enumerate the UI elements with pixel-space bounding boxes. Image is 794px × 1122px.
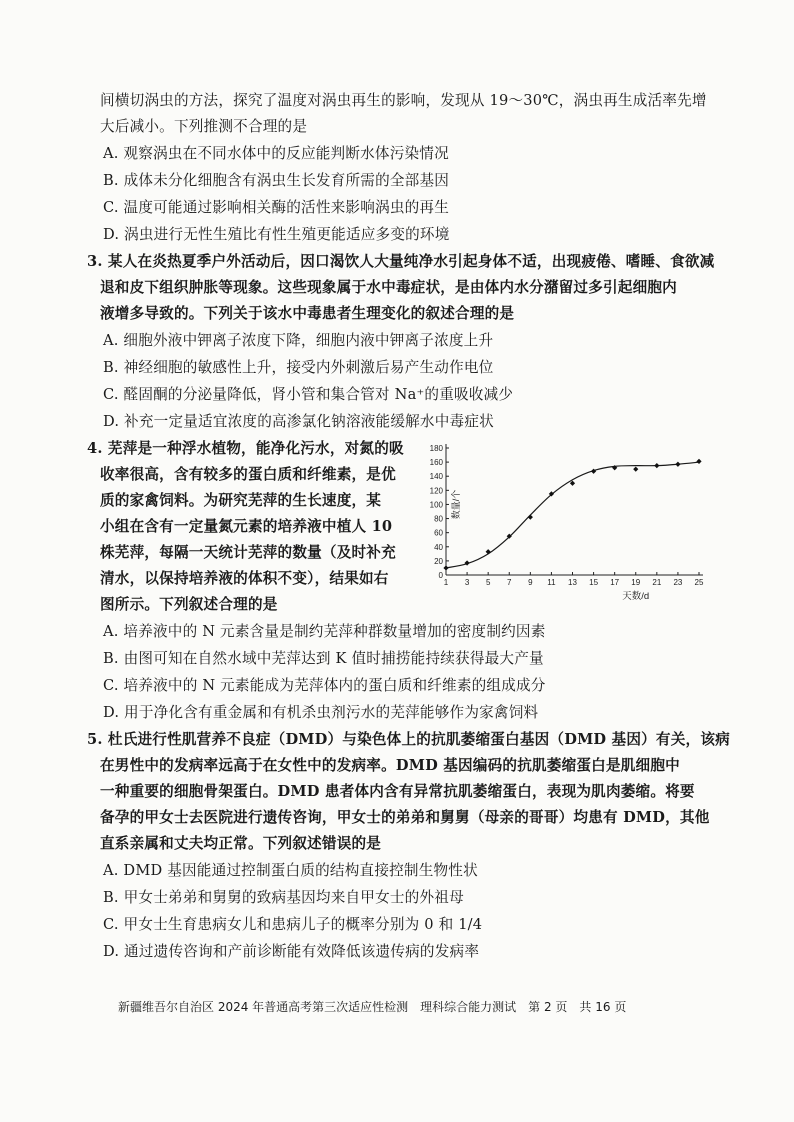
- q4-stem-line-5: 株芜萍，每隔一天统计芜萍的数量（及时补充: [100, 544, 396, 561]
- q3-option-b: B. 神经细胞的敏感性上升，接受内外刺激后易产生动作电位: [103, 359, 494, 376]
- y-tick-label: 40: [434, 542, 443, 552]
- x-tick-label: 15: [589, 578, 599, 587]
- q5-option-c: C. 甲女士生育患病女儿和患病儿子的概率分别为 0 和 1/4: [103, 916, 483, 933]
- q5-option-b: B. 甲女士弟弟和舅舅的致病基因均来自甲女士的外祖母: [103, 889, 464, 906]
- q5-stem-line-2: 在男性中的发病率远高于在女性中的发病率。DMD 基因编码的抗肌萎缩蛋白是肌细胞中: [100, 757, 680, 774]
- y-tick-label: 100: [429, 500, 443, 510]
- q5-stem-line-1: 5. 杜氏进行性肌营养不良症（DMD）与染色体上的抗肌萎缩蛋白基因（DMD 基因）有关，该病: [87, 731, 730, 748]
- data-point: [675, 462, 680, 467]
- q4-option-b: B. 由图可知在自然水域中芜萍达到 K 值时捕捞能持续获得最大产量: [103, 650, 544, 667]
- growth-curve: [446, 462, 699, 568]
- q3-stem-line-2: 退和皮下组织肿胀等现象。这些现象属于水中毒症状，是由体内水分潴留过多引起细胞内: [100, 279, 677, 296]
- chart-points-group: [443, 459, 701, 571]
- q4-stem-line-4: 小组在含有一定量氮元素的培养液中植人 10: [100, 518, 393, 535]
- q2-option-a: A. 观察涡虫在不同水体中的反应能判断水体污染情况: [103, 145, 449, 162]
- q2-option-d: D. 涡虫进行无性生殖比有性生殖更能适应多变的环境: [103, 226, 450, 243]
- y-tick-label: 0: [438, 571, 443, 580]
- q4-option-d: D. 用于净化含有重金属和有机杀虫剂污水的芜萍能够作为家禽饲料: [103, 704, 539, 721]
- q3-stem-line-3: 液增多导致的。下列关于该水中毒患者生理变化的叙述合理的是: [100, 305, 515, 322]
- data-point: [633, 467, 638, 472]
- x-tick-label: 5: [485, 578, 491, 587]
- y-tick-label: 180: [429, 444, 443, 453]
- y-tick-label: 20: [434, 556, 443, 566]
- x-tick-label: 19: [631, 578, 641, 587]
- q5-option-d: D. 通过遗传咨询和产前诊断能有效降低该遗传病的发病率: [103, 943, 480, 960]
- y-tick-label: 160: [429, 458, 443, 468]
- growth-chart: [418, 436, 718, 612]
- q4-stem-line-1: 4. 芜萍是一种浮水植物，能净化污水，对氮的吸: [87, 440, 404, 457]
- x-tick-label: 11: [547, 578, 556, 587]
- y-tick-label: 120: [429, 486, 443, 496]
- x-tick-label: 1: [443, 578, 449, 587]
- x-tick-label: 7: [507, 578, 512, 587]
- q4-stem-line-6: 清水，以保持培养液的体积不变），结果如右: [100, 570, 389, 587]
- q5-stem-line-3: 一种重要的细胞骨架蛋白。DMD 患者体内含有异常抗肌萎缩蛋白，表现为肌肉萎缩。将要: [100, 783, 695, 800]
- q4-stem-line-3: 质的家禽饲料。为研究芜萍的生长速度，某: [100, 492, 382, 509]
- x-tick-label: 3: [464, 578, 470, 587]
- q4-stem-line-2: 收率很高，含有较多的蛋白质和纤维素，是优: [100, 466, 396, 483]
- q4-option-c: C. 培养液中的 N 元素能成为芜萍体内的蛋白质和纤维素的组成成分: [103, 677, 546, 694]
- q5-stem-line-5: 直系亲属和丈夫均正常。下列叙述错误的是: [100, 835, 382, 852]
- x-tick-label: 9: [528, 578, 533, 587]
- x-axis-label: 天数/d: [622, 591, 650, 602]
- q3-option-a: A. 细胞外液中钾离子浓度下降，细胞内液中钾离子浓度上升: [103, 332, 494, 349]
- q2-option-c: C. 温度可能通过影响相关酶的活性来影响涡虫的再生: [103, 199, 449, 216]
- x-tick-label: 25: [694, 578, 704, 587]
- q3-option-c: C. 醛固酮的分泌量降低，肾小管和集合管对 Na⁺的重吸收减少: [103, 386, 514, 403]
- q5-stem-line-4: 备孕的甲女士去医院进行遗传咨询，甲女士的弟弟和舅舅（母亲的哥哥）均患有 DMD，其他: [100, 809, 710, 826]
- data-point: [443, 565, 448, 570]
- q4-option-a: A. 培养液中的 N 元素含量是制约芜萍种群数量增加的密度制约因素: [103, 623, 546, 640]
- data-point: [654, 463, 659, 468]
- q2-stem-line-1: 间横切涡虫的方法，探究了温度对涡虫再生的影响，发现从 19～30℃，涡虫再生成活率先增: [100, 92, 707, 109]
- y-tick-label: 60: [434, 528, 443, 538]
- q4-stem-line-7: 图所示。下列叙述合理的是: [100, 596, 278, 613]
- page-footer: 新疆维吾尔自治区 2024 年普通高考第三次适应性检测 理科综合能力测试 第 2 页 共 16 页: [118, 1000, 627, 1014]
- x-tick-label: 17: [610, 578, 620, 587]
- x-tick-label: 23: [673, 578, 683, 587]
- data-point: [696, 459, 701, 464]
- q3-stem-line-1: 3. 某人在炎热夏季户外活动后，因口渴饮人大量纯净水引起身体不适，出现疲倦、嗜睡、食欲减: [87, 253, 715, 270]
- q2-stem-line-2: 大后减小。下列推测不合理的是: [100, 118, 308, 135]
- data-point: [486, 549, 491, 554]
- chart-curve-group: [446, 462, 699, 568]
- x-tick-label: 13: [568, 578, 577, 587]
- q5-option-a: A. DMD 基因能通过控制蛋白质的结构直接控制生物性状: [103, 862, 478, 879]
- y-axis-label: 数量/个: [451, 489, 461, 520]
- q2-option-b: B. 成体未分化细胞含有涡虫生长发育所需的全部基因: [103, 172, 450, 189]
- y-tick-label: 140: [429, 472, 443, 482]
- x-tick-label: 21: [652, 578, 662, 587]
- q3-option-d: D. 补充一定量适宜浓度的高渗氯化钠溶液能缓解水中毒症状: [103, 413, 494, 430]
- data-point: [528, 515, 533, 520]
- y-tick-label: 80: [434, 514, 443, 524]
- chart-labels-group: [430, 444, 704, 602]
